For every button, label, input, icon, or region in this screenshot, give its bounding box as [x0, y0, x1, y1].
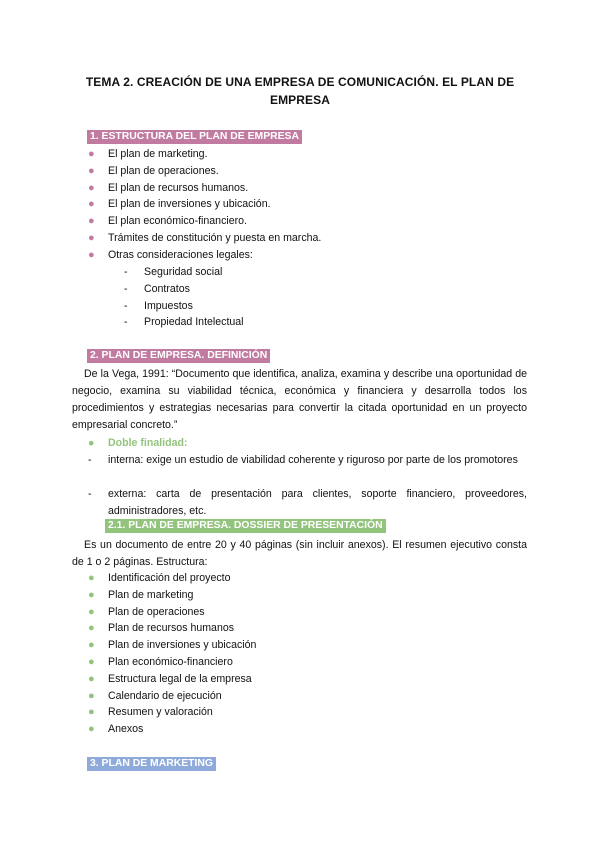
dash-icon: -	[88, 488, 92, 500]
dossier-list	[88, 570, 257, 738]
list-item: - Impuestos	[144, 298, 244, 315]
dual-purpose-label: Doble finalidad:	[108, 437, 188, 449]
bullet-icon: ●	[88, 437, 95, 449]
list-item: ● El plan de operaciones.	[108, 163, 321, 180]
bullet-icon: ●	[88, 215, 95, 228]
bullet-icon: ●	[88, 572, 95, 584]
bullet-icon: ●	[88, 639, 95, 652]
section-1-list	[88, 146, 322, 264]
list-item: ● Resumen y valoración	[108, 704, 256, 721]
dash-icon: -	[124, 316, 128, 329]
legal-considerations-list	[124, 264, 244, 331]
dash-icon: -	[88, 454, 92, 466]
section-1-heading: 1. ESTRUCTURA DEL PLAN DE EMPRESA	[87, 130, 302, 144]
dash-icon: -	[124, 282, 128, 295]
definition-paragraph: De la Vega, 1991: “Documento que identifica, analiza, examina y describe una oportunidad de negocio, examina su viabilidad técnica, económica y financiera y desarrolla todos los procedimientos y estrategias necesarias para convertir la citada oportunidad en un proyecto empresarial concreto.”	[72, 368, 527, 431]
list-item: ● Anexos	[108, 721, 256, 738]
list-item: ● Trámites de constitución y puesta en marcha.	[108, 230, 321, 247]
bullet-icon: ●	[88, 198, 95, 211]
bullet-icon: ●	[88, 689, 95, 702]
list-item: - Seguridad social	[144, 264, 244, 281]
bullet-icon: ●	[88, 588, 95, 601]
list-item: ● Plan de recursos humanos	[108, 620, 256, 637]
bullet-icon: ●	[88, 248, 95, 261]
list-item: ● El plan de inversiones y ubicación.	[108, 196, 321, 213]
bullet-icon: ●	[88, 148, 95, 160]
list-item: ● El plan económico-financiero.	[108, 213, 321, 230]
internal-purpose: interna: exige un estudio de viabilidad coherente y riguroso por parte de los promotores	[108, 454, 518, 466]
list-item: ● Estructura legal de la empresa	[108, 671, 256, 688]
dossier-paragraph: Es un documento de entre 20 y 40 páginas (sin incluir anexos). El resumen ejecutivo consta de 1 o 2 páginas. Estructura:	[72, 539, 527, 568]
list-item: - Contratos	[144, 281, 244, 298]
subsection-2-1-heading: 2.1. PLAN DE EMPRESA. DOSSIER DE PRESENTACIÓN	[105, 519, 386, 533]
external-purpose: externa: carta de presentación para clientes, soporte financiero, proveedores, administradores, etc.	[108, 488, 527, 517]
document-title: TEMA 2. CREACIÓN DE UNA EMPRESA DE COMUNICACIÓN. EL PLAN DE EMPRESA	[85, 75, 515, 107]
bullet-icon: ●	[88, 723, 95, 736]
bullet-icon: ●	[88, 706, 95, 719]
list-item: ● Plan de inversiones y ubicación	[108, 637, 256, 654]
dash-icon: -	[124, 266, 128, 278]
list-item: ● El plan de marketing.	[108, 146, 321, 163]
bullet-icon: ●	[88, 164, 95, 177]
dash-icon: -	[124, 299, 128, 312]
list-item: ● El plan de recursos humanos.	[108, 180, 321, 197]
list-item: - Propiedad Intelectual	[144, 314, 244, 331]
bullet-icon: ●	[88, 181, 95, 194]
section-3-heading: 3. PLAN DE MARKETING	[87, 757, 216, 771]
bullet-icon: ●	[88, 231, 95, 244]
list-item: ● Identificación del proyecto	[108, 570, 256, 587]
bullet-icon: ●	[88, 622, 95, 635]
bullet-icon: ●	[88, 672, 95, 685]
bullet-icon: ●	[88, 605, 95, 618]
section-2-heading: 2. PLAN DE EMPRESA. DEFINICIÓN	[87, 349, 270, 363]
list-item: ● Plan de operaciones	[108, 604, 256, 621]
list-item: ● Otras consideraciones legales:	[108, 247, 321, 264]
list-item: ● Plan de marketing	[108, 587, 256, 604]
bullet-icon: ●	[88, 655, 95, 668]
list-item: ● Plan económico-financiero	[108, 654, 256, 671]
list-item: ● Calendario de ejecución	[108, 688, 256, 705]
